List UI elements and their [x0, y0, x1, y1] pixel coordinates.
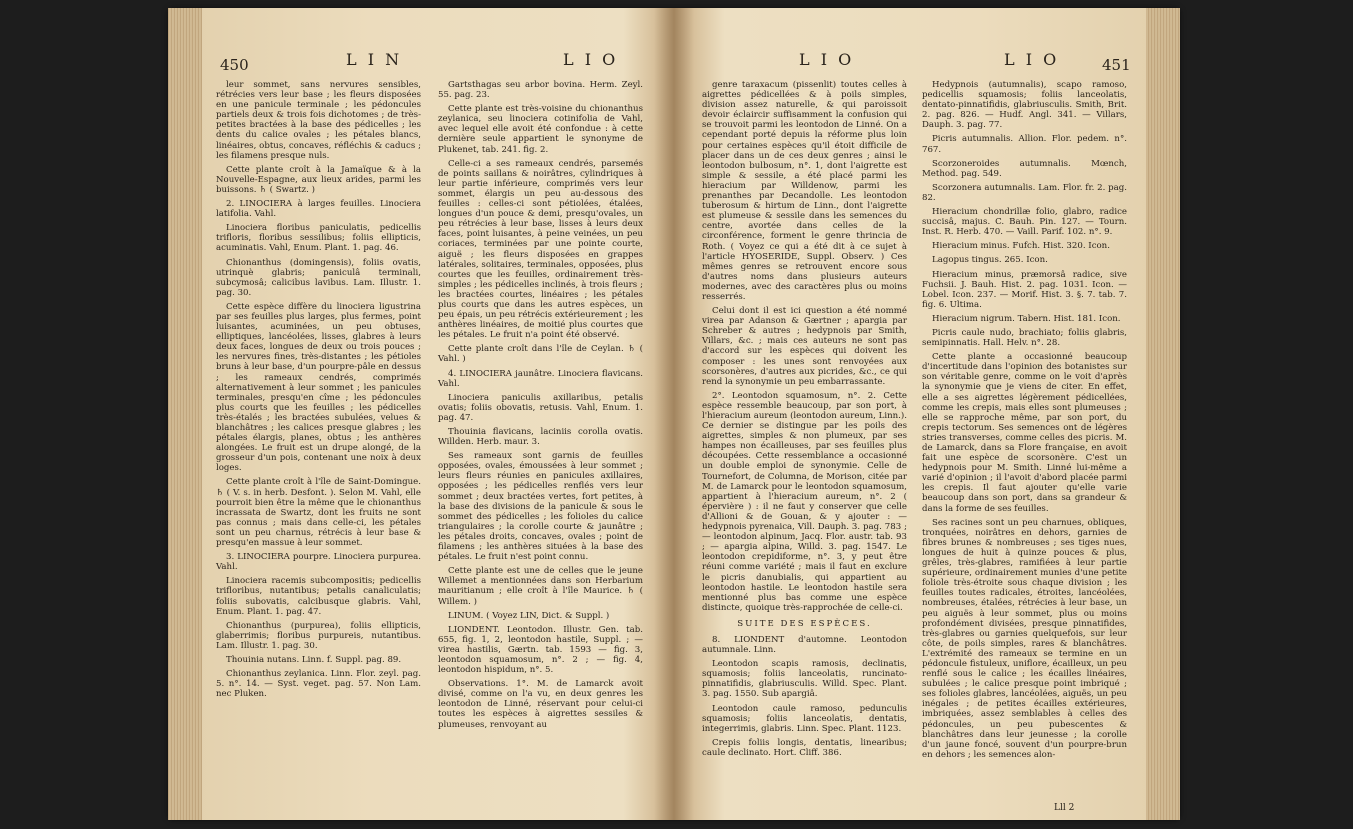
paragraph: SUITE DES ESPÈCES.	[737, 618, 872, 629]
book-spread	[168, 8, 1180, 820]
paragraph: Cette plante est très-voisine du chionanthus zeylanica, seu linociera cotinifolia de Vahl, avec lequel elle avoit été confondue : à cette dernière seule appartient le synonyme de Plukenet, tab. 241. fig. 2.	[438, 104, 643, 155]
left-column-1	[216, 80, 421, 703]
paragraph: Cette plante a occasionné beaucoup d'incertitude dans l'opinion des botanistes sur son véritable genre, comme on le voit d'après la synonymie que je viens de citer. En effet, elle a ses aigrettes légèrement pédicellées, comme les crepis, mais elles sont plumeuses ; elle se rapproche même, par son port, du crepis tectorum. Ses semences ont de légères stries transverses, comme celles des picris. M. de Lamarck, dans sa Flore française, en avoit fait une espèce de scorsonère. C'est un hedypnois pour M. Smith. Linné lui-même a varié d'opinion ; il l'avoit d'abord placée parmi les crepis. Il faut ajouter qu'elle varie beaucoup dans son port, dans sa grandeur & dans la forme de ses feuilles.	[922, 352, 1127, 514]
paragraph: Hedypnois (autumnalis), scapo ramoso, pedicellis squamosis; foliis lanceolatis, dentato-pinnatifidis, glabriusculis. Smith, Brit. 2. pag. 826. — Hudf. Angl. 341. — Villars, Dauph. 3. pag. 77.	[922, 80, 1127, 131]
paragraph: Cette plante croît à l'île de Saint-Domingue. ♄ ( V. s. in herb. Desfont. ). Selon M. Vahl, elle pourroit bien être la même que le chionanthus incrassata de Swartz, dont les fruits ne sont pas connus ; mais dans celle-ci, les pétales sont un peu charnus, rétrécis à leur base & presqu'en massue à leur sommet.	[216, 477, 421, 549]
paragraph: 3. LINOCIERA pourpre. Linociera purpurea. Vahl.	[216, 552, 421, 573]
paragraph: Hieracium minus, præmorsâ radice, sive Fuchsii. J. Bauh. Hist. 2. pag. 1031. Icon. — Lobel. Icon. 237. — Morif. Hist. 3. §. 7. tab. 7. fig. 6. Ultima.	[922, 269, 1127, 310]
paragraph: Cette plante est une de celles que le jeune Willemet a mentionnées dans son Herbarium mauritianum ; elle croît à l'île Maurice. ♄ ( Willem. )	[438, 566, 643, 607]
paragraph: Chionanthus zeylanica. Linn. Flor. zeyl. pag. 5. n°. 14. — Syst. veget. pag. 57. Non Lam. nec Pluken.	[216, 669, 421, 700]
page-edge-right	[1146, 8, 1180, 820]
paragraph: Thouinia nutans. Linn. f. Suppl. pag. 89.	[226, 654, 402, 665]
paragraph: 8. LIONDENT d'automne. Leontodon autumnale. Linn.	[702, 634, 907, 656]
paragraph: leur sommet, sans nervures sensibles, rétrécies vers leur base ; les fleurs disposées en une panicule terminale ; les pédoncules partiels deux & trois fois dichotomes ; de très-petites bractées à la base des pédicelles ; les dents du calice ovales ; les pétales blancs, linéaires, obtus, concaves, réfléchis & caducs ; les filamens presque nuls.	[216, 80, 421, 161]
paragraph: Celle-ci a ses rameaux cendrés, parsemés de points saillans & noirâtres, cylindriques à leur partie inférieure, comprimés vers leur sommet, élargis un peu au-dessous des feuilles : celles-ci sont pétiolées, étalées, longues d'un pouce & demi, presqu'ovales, un peu rétrécies à leur base, lisses à leurs deux faces, point luisantes, à peine veinées, un peu coriaces, terminées par une pointe courte, aiguë ; les fleurs disposées en grappes latérales, solitaires, terminales, opposées, plus courtes que les feuilles, ordinairement très-simples ; les pédicelles inclinés, à trois fleurs ; les bractées courtes, linéaires ; les pétales plus courts que dans les autres espèces, un peu épais, un peu rétrécis extérieurement ; les anthères linéaires, de moitié plus courtes que les pétales. Le fruit n'a point été observé.	[438, 158, 643, 341]
paragraph: genre taraxacum (pissenlit) toutes celles à aigrettes pédicellées & à poils simples, division assez naturelle, & qui paroissoit devoir éclaircir suffisamment la confusion qui se trouvoit parmi les leontodon de Linné. On a cependant porté depuis la réforme plus loin pour certaines espèces qu'il étoit difficile de placer dans un de ces deux genres ; ainsi le leontodon bulbosum, n°. 1, dont l'aigrette est simple & sessile, a été placé parmi les hieracium par Willdenow, parmi les prenanthes par Decandolle. Les leontodon tuberosum & hirtum de Linn., dont l'aigrette est plumeuse & sessile dans les semences du centre, avortée dans celles de la circonférence, forment le genre thrincia de Roth. ( Voyez ce qui a été dit à ce sujet à l'article HYOSERIDE, Suppl. Observ. ) Ces mêmes genres se retrouvent encore sous d'autres noms dans plusieurs auteurs modernes, avec des caractères plus ou moins resserrés.	[702, 80, 907, 302]
page-number-right: 451	[1102, 56, 1131, 74]
paragraph: Leontodon caule ramoso, pedunculis squamosis; foliis lanceolatis, dentatis, integerrimis, glabris. Linn. Spec. Plant. 1123.	[702, 703, 907, 734]
right-page	[674, 8, 1180, 820]
paragraph: Gartsthagas seu arbor bovina. Herm. Zeyl. 55. pag. 23.	[438, 80, 643, 101]
paragraph: Leontodon scapis ramosis, declinatis, squamosis; foliis lanceolatis, runcinato-pinnatifidis, glabriusculis. Willd. Spec. Plant. 3. pag. 1550. Sub apargiâ.	[702, 659, 907, 700]
paragraph: Crepis foliis longis, dentatis, linearibus; caule declinato. Hort. Cliff. 386.	[702, 737, 907, 758]
paragraph: Ses racines sont un peu charnues, obliques, tronquées, noirâtres en dehors, garnies de fibres brunes & nombreuses ; ses tiges nues, longues de huit à quinze pouces & plus, grêles, très-glabres, ramifiées à leur partie supérieure, ordinairement munies d'une petite foliole très-étroite sous chaque division ; les feuilles toutes radicales, étroites, lancéolées, nombreuses, étalées, rétrécies à leur base, un peu aiguës à leur sommet, plus ou moins profondément divisées, presque pinnatifides, très-glabres ou garnies quelquefois, sur leur côte, de poils simples, rares & blanchâtres. L'extrémité des rameaux se termine en un pédoncule fistuleux, uniflore, écailleux, un peu renflé sous le calice ; les écailles linéaires, subulées ; le calice presque point imbriqué ; ses folioles glabres, lancéolées, aiguës, un peu inégales ; de petites écailles extérieures, imbriquées, assez semblables à celles des pédoncules, un peu pubescentes & blanchâtres dans leur jeunesse ; la corolle d'un jaune foncé, souvent d'un pourpre-brun en dehors ; les semences alon-	[922, 517, 1127, 760]
paragraph: Cette plante croît dans l'île de Ceylan. ♄ ( Vahl. )	[438, 344, 643, 365]
left-column-2	[438, 80, 643, 734]
paragraph: Celui dont il est ici question a été nommé virea par Adanson & Gærtner ; apargia par Schreber & autres ; hedypnois par Smith, Villars, &c. ; mais ces auteurs ne sont pas d'accord sur les espèces qui doivent les composer : les unes sont renvoyées aux scorsonères, d'autres aux picrides, &c., ce qui rend la synonymie un peu embarrassante.	[702, 306, 907, 387]
paragraph: Linociera racemis subcompositis; pedicellis trifloribus, nutantibus; petalis canaliculatis; foliis subovatis, calcibusque glabris. Vahl, Enum. Plant. 1. pag. 47.	[216, 576, 421, 617]
paragraph: Cette plante croît à la Jamaïque & à la Nouvelle-Espagne, aux lieux arides, parmi les buissons. ♄ ( Swartz. )	[216, 164, 421, 195]
left-page	[168, 8, 674, 820]
paragraph: 2. LINOCIERA à larges feuilles. Linociera latifolia. Vahl.	[216, 199, 421, 220]
page-number-left: 450	[220, 56, 249, 74]
running-head-right-col1: L I O	[799, 50, 855, 69]
running-head-right: L I O	[1004, 50, 1060, 69]
right-column-2	[922, 80, 1127, 764]
signature-mark: Lll 2	[1054, 803, 1075, 813]
paragraph: Observations. 1°. M. de Lamarck avoit divisé, comme on l'a vu, en deux genres les leontodon de Linné, réservant pour celui-ci toutes les espèces à aigrettes sessiles & plumeuses, renvoyant au	[438, 679, 643, 730]
paragraph: 2°. Leontodon squamosum, n°. 2. Cette espèce ressemble beaucoup, par son port, à l'hieracium aureum (leontodon aureum, Linn.). Ce dernier se distingue par les poils des aigrettes, simples & non plumeux, par ses hampes non écailleuses, par ses feuilles plus découpées. Cette ressemblance a occasionné un double emploi de synonymie. Celle de Tournefort, de Columna, de Morison, citée par M. de Lamarck pour le leontodon squamosum, appartient à l'hieracium aureum, n°. 2 ( épervière ) : il ne faut y conserver que celle d'Allioni & de Gouan, & y ajouter : — hedypnois pyrenaica, Vill. Dauph. 3. pag. 783 ; — leontodon alpinum, Jacq. Flor. austr. tab. 93 ; — apargia alpina, Willd. 3. pag. 1547. Le leontodon crepidiforme, n°. 3, y peut être réuni comme variété ; mais il faut en exclure le picris danubialis, qui appartient au leontodon hastile. Le leontodon hastile sera mentionné plus bas comme une espèce distincte, quoique très-rapprochée de celle-ci.	[702, 390, 907, 613]
paragraph: Scorzoneroides autumnalis. Mœnch, Method. pag. 549.	[922, 158, 1127, 179]
paragraph: Linociera paniculis axillaribus, petalis ovatis; foliis obovatis, retusis. Vahl, Enum. 1. pag. 47.	[438, 392, 643, 423]
running-head-left: L I N	[346, 50, 403, 69]
paragraph: Picris autumnalis. Allion. Flor. pedem. n°. 767.	[922, 134, 1127, 155]
paragraph: Cette espèce diffère du linociera ligustrina par ses feuilles plus larges, plus fermes, point luisantes, acuminées, un peu obtuses, elliptiques, lancéolées, lisses, glabres à leurs deux faces, longues de deux ou trois pouces ; les nervures fines, très-distantes ; les pétioles bruns à leur base, d'un pourpre-pâle en dessus ; les rameaux cendrés, comprimés alternativement à leur sommet ; les panicules terminales, presqu'en cîme ; les pédoncules plus courts que les feuilles ; les pédicelles très-étalés ; les bractées subulées, velues & blanchâtres ; les calices presque glabres ; les pétales élargis, planes, obtus ; les anthères alongées. Le fruit est un drupe alongé, de la grosseur d'un pois, contenant une noix à deux loges.	[216, 301, 421, 474]
paragraph: Scorzonera autumnalis. Lam. Flor. fr. 2. pag. 82.	[922, 182, 1127, 203]
paragraph: Linociera floribus paniculatis, pedicellis trifloris, floribus sessilibus; foliis ellipticis, acuminatis. Vahl, Enum. Plant. 1. pag. 46.	[216, 223, 421, 254]
paragraph: 4. LINOCIERA jaunâtre. Linociera flavicans. Vahl.	[438, 368, 643, 389]
paragraph: Lagopus tingus. 265. Icon.	[932, 255, 1048, 266]
running-head-left-col2: L I O	[563, 50, 619, 69]
paragraph: Ses rameaux sont garnis de feuilles opposées, ovales, émoussées à leur sommet ; leurs fleurs réunies en panicules axillaires, opposées ; les pédicelles renflés vers leur sommet ; deux bractées vertes, fort petites, à la base des divisions de la panicule & sous le sommet des pédicelles ; les folioles du calice triangulaires ; la corolle courte & jaunâtre ; les pétales droits, concaves, ovales ; point de filamens ; les anthères situées à la base des pétales. Le fruit n'est point connu.	[438, 451, 643, 563]
right-column-1	[702, 80, 907, 762]
paragraph: LIONDENT. Leontodon. Illustr. Gen. tab. 655, fig. 1, 2, leontodon hastile, Suppl. ; — virea hastilis, Gærtn. tab. 1593 — fig. 3, leontodon squamosum, n°. 2 ; — fig. 4, leontodon hispidum, n°. 5.	[438, 624, 643, 676]
page-edge-left	[168, 8, 202, 820]
paragraph: LINUM. ( Voyez LIN, Dict. & Suppl. )	[448, 610, 610, 621]
paragraph: Chionanthus (domingensis), foliis ovatis, utrinquè glabris; paniculâ terminali, subcymosâ; calicibus lavibus. Lam. Illustr. 1. pag. 30.	[216, 257, 421, 298]
paragraph: Picris caule nudo, brachiato; foliis glabris, semipinnatis. Hall. Helv. n°. 28.	[922, 327, 1127, 349]
paragraph: Hieracium minus. Fufch. Hist. 320. Icon.	[932, 241, 1110, 252]
paragraph: Chionanthus (purpurea), foliis ellipticis, glaberrimis; floribus purpureis, nutantibus. Lam. Illustr. 1. pag. 30.	[216, 620, 421, 651]
paragraph: Hieracium chondrillæ folio, glabro, radice succisâ, majus. C. Bauh. Pin. 127. — Tourn. Inst. R. Herb. 470. — Vaill. Parif. 102. n°. 9.	[922, 207, 1127, 238]
paragraph: Hieracium nigrum. Tabern. Hist. 181. Icon.	[932, 313, 1121, 324]
paragraph: Thouinia flavicans, laciniis corolla ovatis. Willden. Herb. maur. 3.	[438, 427, 643, 448]
